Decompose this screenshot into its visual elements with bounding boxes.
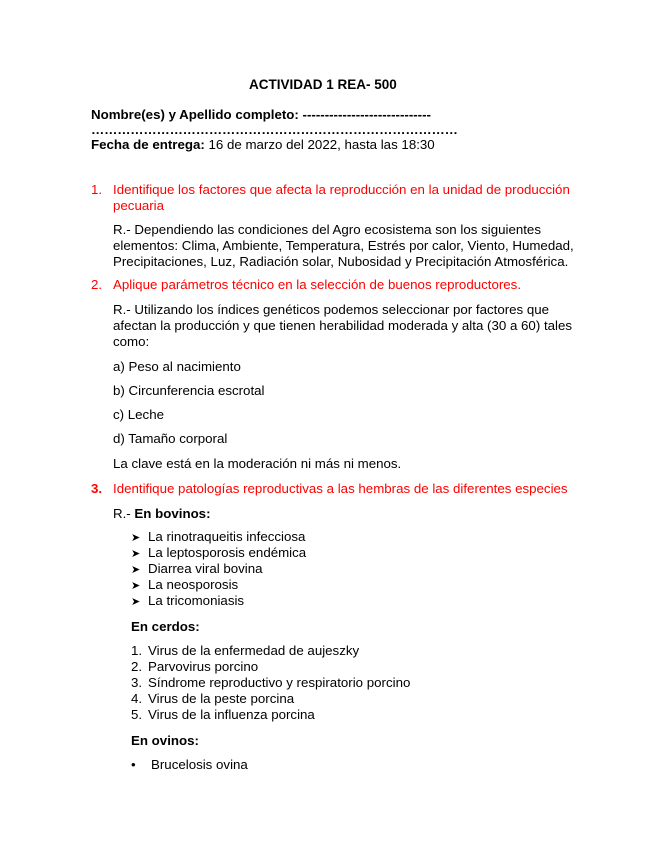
name-line: [91, 107, 431, 123]
bovinos-label: En bovinos:: [134, 506, 211, 521]
list-item: 1. Virus de la enfermedad de aujeszky: [131, 643, 360, 658]
list-item: ➤ La rinotraqueitis infecciosa: [131, 529, 306, 544]
list-item: a) Peso al nacimiento: [113, 359, 241, 374]
name-dotted-line: …………………………………………………………………………: [91, 122, 458, 137]
arrow-bullet-icon: ➤: [131, 580, 141, 592]
list-item: ➤ Diarrea viral bovina: [131, 561, 263, 576]
list-item: 2. Parvovirus porcino: [131, 659, 259, 674]
list-item: ➤ La leptosporosis endémica: [131, 545, 307, 560]
list-item: ➤ La neosporosis: [131, 577, 239, 592]
q2-answer-line3: como:: [113, 334, 150, 349]
arrow-bullet-icon: ➤: [131, 564, 141, 576]
document-title: ACTIVIDAD 1 REA- 500: [249, 77, 397, 92]
q1-question-line2: pecuaria: [113, 198, 165, 213]
q3-number: 3.: [91, 481, 103, 496]
q1-number: 1.: [91, 182, 103, 197]
list-item: 5. Virus de la influenza porcina: [131, 707, 315, 722]
list-item: 4. Virus de la peste porcina: [131, 691, 295, 706]
list-item: 3. Síndrome reproductivo y respiratorio porcino: [131, 675, 411, 690]
arrow-bullet-icon: ➤: [131, 532, 141, 544]
list-item: ➤ La tricomoniasis: [131, 593, 245, 608]
list-item: d) Tamaño corporal: [113, 431, 228, 446]
q1-answer-line3: Precipitaciones, Luz, Radiación solar, Nubosidad y Precipitación Atmosférica.: [113, 254, 569, 269]
q2-conclusion: La clave está en la moderación ni más ni menos.: [113, 456, 402, 471]
list-item: • Brucelosis ovina: [131, 757, 248, 772]
name-label: Nombre(es) y Apellido completo:: [91, 107, 299, 122]
bovinos-heading: [113, 506, 211, 522]
q3-question: Identifique patologías reproductivas a las hembras de las diferentes especies: [113, 481, 568, 496]
arrow-bullet-icon: ➤: [131, 596, 141, 608]
q2-question: Aplique parámetros técnico en la selección de buenos reproductores.: [113, 277, 522, 292]
date-line: [91, 137, 435, 153]
q1-question-line1: Identifique los factores que afecta la reproducción en la unidad de producción: [113, 182, 570, 197]
dot-bullet-icon: •: [131, 757, 136, 772]
q1-answer-line1: R.- Dependiendo las condiciones del Agro ecosistema son los siguientes: [113, 222, 541, 237]
ovinos-label: En ovinos:: [131, 733, 199, 748]
arrow-bullet-icon: ➤: [131, 548, 141, 560]
q1-answer-line2: elementos: Clima, Ambiente, Temperatura, Estrés por calor, Viento, Humedad,: [113, 238, 574, 253]
name-dashes: -----------------------------: [298, 107, 431, 122]
q2-answer-line1: R.- Utilizando los índices genéticos podemos seleccionar por factores que: [113, 302, 550, 317]
answer-prefix: R.-: [113, 506, 135, 521]
list-item: c) Leche: [113, 407, 164, 422]
cerdos-label: En cerdos:: [131, 619, 200, 634]
list-item: b) Circunferencia escrotal: [113, 383, 265, 398]
q2-answer-line2: afectan la producción y que tienen herabilidad moderada y alta (30 a 60) tales: [113, 318, 573, 333]
q2-number: 2.: [91, 277, 103, 292]
date-value: 16 de marzo del 2022, hasta las 18:30: [204, 137, 435, 152]
date-label: Fecha de entrega:: [91, 137, 205, 152]
